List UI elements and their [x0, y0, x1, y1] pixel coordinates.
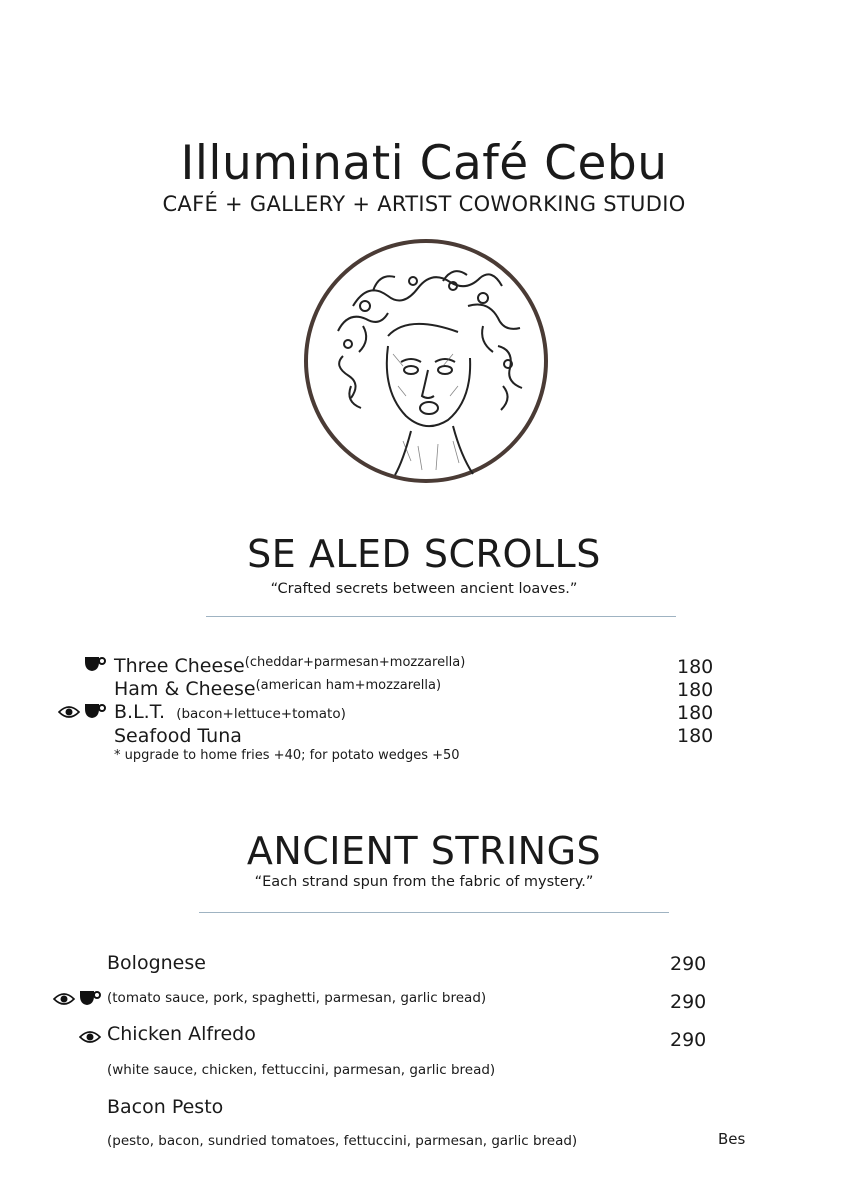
- menu-item: [114, 701, 346, 723]
- item-price: 180: [677, 679, 714, 701]
- item-desc: (pesto, bacon, sundried tomatoes, fettuccini, parmesan, garlic bread): [107, 1133, 578, 1149]
- item-desc: (tomato sauce, pork, spaghetti, parmesan, garlic bread): [107, 990, 487, 1006]
- coffee-cup-icon: [84, 703, 106, 719]
- menu-item: [114, 678, 441, 700]
- item-desc: (american ham+mozzarella): [255, 678, 442, 693]
- section-title-sealed-scrolls: SE ALED SCROLLS: [247, 532, 601, 576]
- eye-icon: [79, 1029, 101, 1045]
- eye-icon: [58, 704, 80, 720]
- item-desc: (cheddar+parmesan+mozzarella): [244, 655, 466, 670]
- section-title-ancient-strings: ANCIENT STRINGS: [246, 829, 602, 873]
- trailing-text: Bes: [718, 1130, 746, 1148]
- item-name: B.L.T.: [114, 701, 166, 723]
- cafe-title: Illuminati Café Cebu: [180, 136, 668, 191]
- item-name: Three Cheese: [114, 655, 245, 677]
- item-name: Ham & Cheese: [114, 678, 256, 700]
- item-price: 180: [677, 702, 714, 724]
- coffee-cup-icon: [84, 656, 106, 672]
- coffee-cup-icon: [79, 990, 101, 1006]
- menu-item: [114, 655, 465, 677]
- item-name: Seafood Tuna: [114, 725, 242, 747]
- medusa-head-icon: [293, 236, 559, 486]
- eye-icon: [53, 991, 75, 1007]
- section-divider: [206, 616, 676, 617]
- item-name: Chicken Alfredo: [107, 1023, 256, 1045]
- item-name: Bolognese: [107, 952, 206, 974]
- section-tagline: “Crafted secrets between ancient loaves.”: [270, 581, 578, 597]
- cafe-subtitle: CAFÉ + GALLERY + ARTIST COWORKING STUDIO: [162, 192, 686, 216]
- item-price: 290: [670, 953, 707, 975]
- item-price: 290: [670, 1029, 707, 1051]
- section-tagline: “Each strand spun from the fabric of mystery.”: [254, 874, 594, 890]
- upgrade-note: * upgrade to home fries +40; for potato wedges +50: [114, 748, 460, 763]
- item-desc: (bacon+lettuce+tomato): [176, 706, 346, 722]
- item-price: 180: [677, 725, 714, 747]
- item-name: Bacon Pesto: [107, 1096, 224, 1118]
- section-divider: [199, 912, 669, 913]
- item-price: 180: [677, 656, 714, 678]
- item-price: 290: [670, 991, 707, 1013]
- item-desc: (white sauce, chicken, fettuccini, parmesan, garlic bread): [107, 1062, 496, 1078]
